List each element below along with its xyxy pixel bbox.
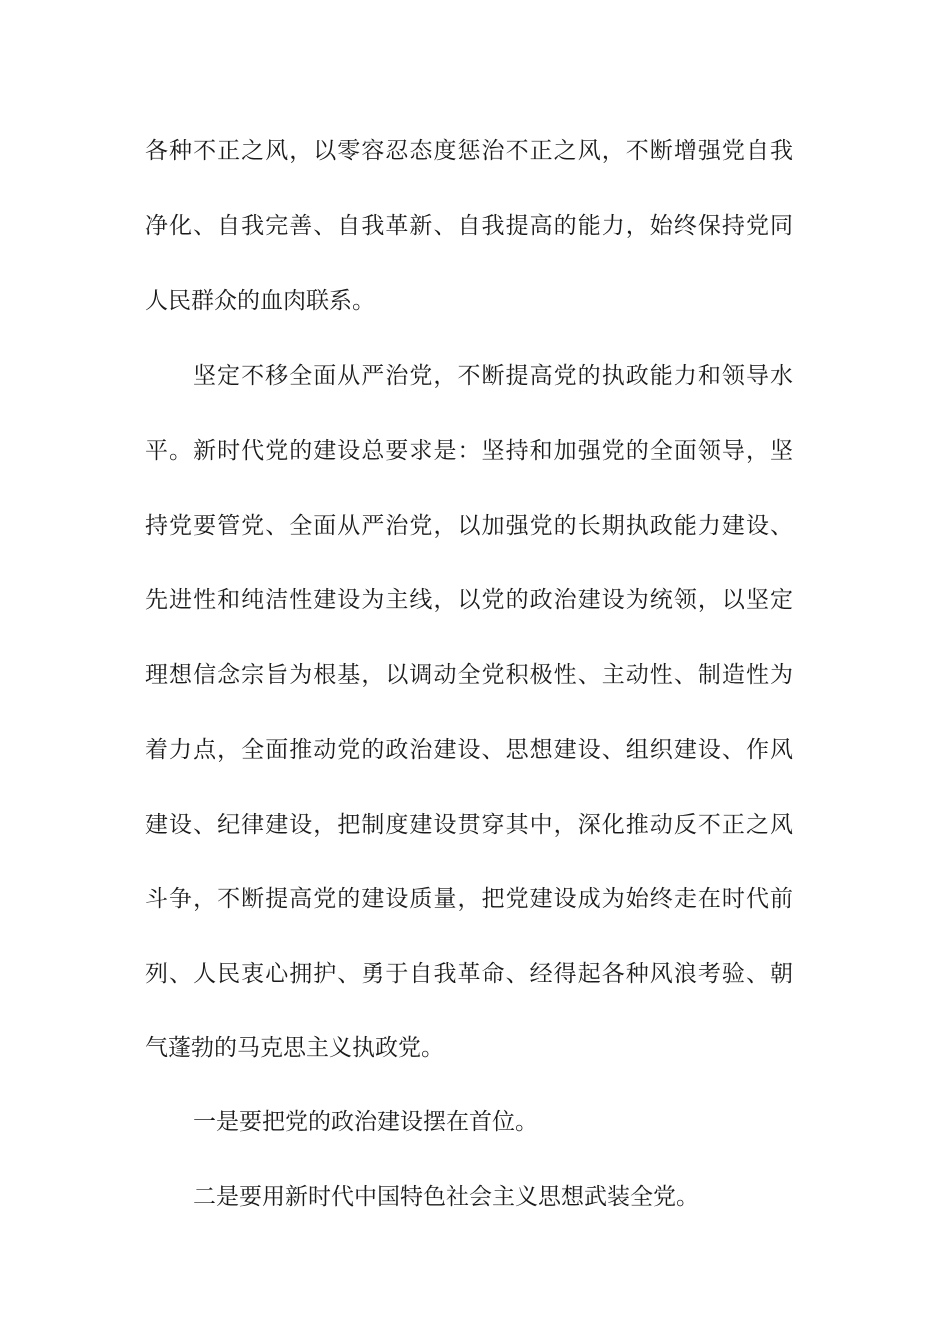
paragraph-line: 气蓬勃的马克思主义执政党。 <box>145 1035 444 1061</box>
paragraph-line: 先进性和纯洁性建设为主线，以党的政治建设为统领，以坚定 <box>145 587 793 613</box>
paragraph-line: 净化、自我完善、自我革新、自我提高的能力，始终保持党同 <box>145 213 793 239</box>
paragraph-line: 持党要管党、全面从严治党，以加强党的长期执政能力建设、 <box>145 513 793 539</box>
paragraph-line: 理想信念宗旨为根基，以调动全党积极性、主动性、制造性为 <box>145 662 793 688</box>
paragraph-line: 斗争，不断提高党的建设质量，把党建设成为始终走在时代前 <box>145 886 793 912</box>
paragraph-line: 一是要把党的政治建设摆在首位。 <box>193 1109 538 1135</box>
paragraph-line: 着力点，全面推动党的政治建设、思想建设、组织建设、作风 <box>145 737 793 763</box>
paragraph-line: 各种不正之风，以零容忍态度惩治不正之风，不断增强党自我 <box>145 138 793 164</box>
paragraph-line: 二是要用新时代中国特色社会主义思想武装全党。 <box>193 1184 699 1210</box>
paragraph-line: 列、人民衷心拥护、勇于自我革命、经得起各种风浪考验、朝 <box>145 961 793 987</box>
paragraph-line: 平。新时代党的建设总要求是：坚持和加强党的全面领导，坚 <box>145 438 793 464</box>
paragraph-line: 建设、纪律建设，把制度建设贯穿其中，深化推动反不正之风 <box>145 812 793 838</box>
paragraph-line: 人民群众的血肉联系。 <box>145 288 375 314</box>
paragraph-line: 坚定不移全面从严治党，不断提高党的执政能力和领导水 <box>193 363 793 389</box>
